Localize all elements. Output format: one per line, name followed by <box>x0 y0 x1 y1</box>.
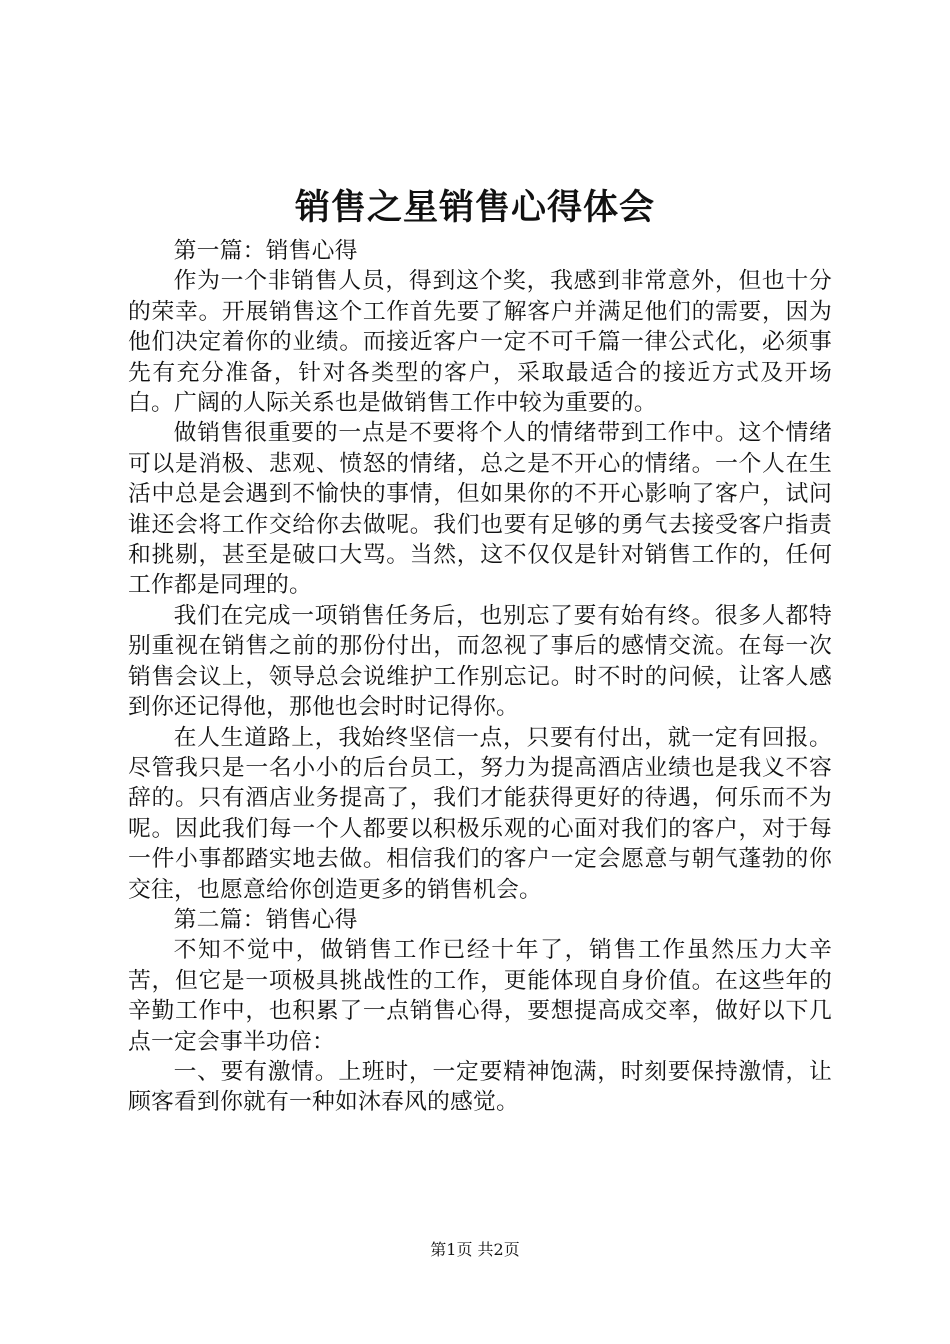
document-title: 销售之星销售心得体会 <box>294 187 655 228</box>
body-paragraph: 作为一个非销售人员，得到这个奖，我感到非常意外，但也十分的荣幸。开展销售这个工作首先要了解客户并满足他们的需要，因为他们决定着你的业绩。而接近客户一定不可千篇一律公式化，必须事先有充分准备，针对各类型的客户，采取最适合的接近方式及开场白。广阔的人际关系也是做销售工作中较为重要的。 <box>128 268 832 417</box>
section-heading: 第二篇：销售心得 <box>173 906 358 933</box>
body-paragraph: 做销售很重要的一点是不要将个人的情绪带到工作中。这个情绪可以是消极、悲观、愤怒的情绪，总之是不开心的情绪。一个人在生活中总是会遇到不愉快的事情，但如果你的不开心影响了客户，试问谁还会将工作交给你去做呢。我们也要有足够的勇气去接受客户指责和挑剔，甚至是破口大骂。当然，这不仅仅是针对销售工作的，任何工作都是同理的。 <box>128 420 832 599</box>
body-paragraph: 一、要有激情。上班时，一定要精神饱满，时刻要保持激情，让顾客看到你就有一种如沐春风的感觉。 <box>128 1058 832 1116</box>
document-body <box>128 236 832 1118</box>
body-paragraph: 我们在完成一项销售任务后，也别忘了要有始有终。很多人都特别重视在销售之前的那份付出，而忽视了事后的感情交流。在每一次销售会议上，领导总会说维护工作别忘记。时不时的问候，让客人感到你还记得他，那他也会时时记得你。 <box>128 602 832 721</box>
body-paragraph: 不知不觉中，做销售工作已经十年了，销售工作虽然压力大辛苦，但它是一项极具挑战性的工作，更能体现自身价值。在这些年的辛勤工作中，也积累了一点销售心得，要想提高成交率，做好以下几点一定会事半功倍： <box>128 937 832 1055</box>
page-footer: 第1页 共2页 <box>430 1240 520 1259</box>
section-heading: 第一篇：销售心得 <box>173 238 358 264</box>
body-paragraph: 在人生道路上，我始终坚信一点，只要有付出，就一定有回报。尽管我只是一名小小的后台员工，努力为提高酒店业绩也是我义不容辞的。只有酒店业务提高了，我们才能获得更好的待遇，何乐而不为呢。因此我们每一个人都要以积极乐观的心面对我们的客户，对于每一件小事都踏实地去做。相信我们的客户一定会愿意与朝气蓬勃的你交往，也愿意给你创造更多的销售机会。 <box>128 724 832 903</box>
